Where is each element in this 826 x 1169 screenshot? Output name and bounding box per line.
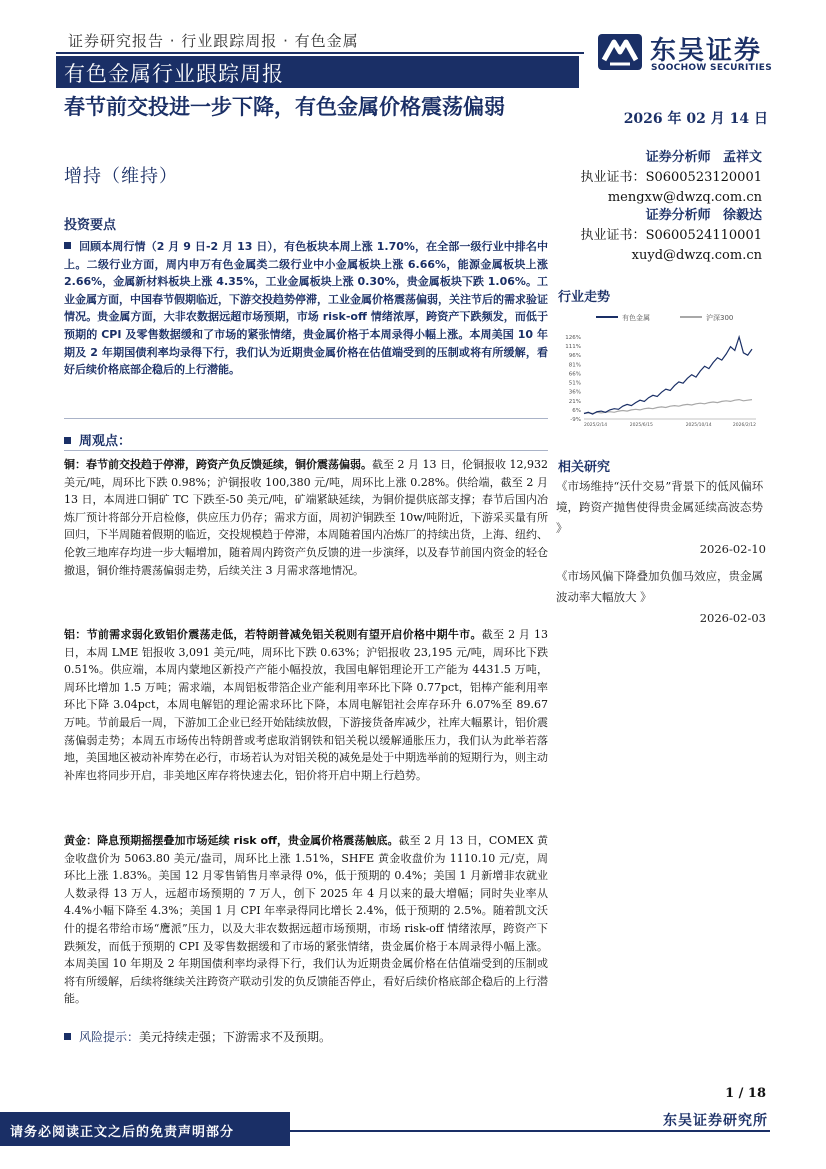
divider [64, 450, 548, 451]
analyst-role: 证券分析师 [645, 208, 711, 223]
cert-label: 执业证书： [580, 170, 646, 185]
analyst-block-1 [560, 148, 762, 208]
related-item-title[interactable]: 《市场风偏下降叠加负伽马效应，贵金属波动率大幅放大 》 [556, 569, 763, 604]
x-tick-label: 2025/10/14 [685, 423, 712, 427]
y-tick-label: 66% [568, 371, 581, 378]
summary-title: 投资要点 [64, 218, 117, 233]
copper-body: 截至 2 月 13 日，伦铜报收 12,932 美元/吨，周环比下跌 0.98%；沪铜报收 100,380 元/吨，周环比上涨 0.28%。供给端，截至 2 月 13 日，本周进口铜矿 TC 下跌至-50 美元/吨，矿端紧缺延续，为铜价提供底部支撑；春节后国内冶炼厂预计将部分开启检修，供应压力仍存；需求方面，周初沪铜跌至 10w/吨附近，下游采买量有所回归，下半周随着假期的临近，交投规模趋于停滞，本周随着国内冶炼厂的持续出货，上海、纽约、伦敦三地库存均进一步大幅增加，随着周内跨资产负反馈的进一步演绎，以及春节前国内资金的轻仓撤退，铜价维持震荡偏弱走势，后续关注 3 月需求落地情况。 [64, 458, 549, 577]
industry-trend-chart [556, 307, 762, 427]
weekly-view-title-text: 周观点： [79, 434, 132, 449]
page-number: 1 / 18 [725, 1086, 766, 1101]
trend-chart-svg [556, 307, 762, 427]
divider [64, 418, 548, 419]
cert-number: S0600523120001 [645, 170, 762, 185]
risk-note [64, 1028, 331, 1045]
risk-label: 风险提示： [79, 1030, 140, 1044]
bullet-square-icon [64, 1033, 71, 1040]
bullet-square-icon [64, 437, 71, 444]
industry-trend-title: 行业走势 [558, 290, 611, 305]
analyst-email[interactable]: xuyd@dwzq.com.cn [631, 248, 762, 263]
rating: 增持（维持） [64, 166, 178, 187]
related-item-title[interactable]: 《市场维持“沃什交易”背景下的低风偏环境，跨资产抛售使得贵金属延续高波态势 》 [556, 479, 764, 535]
aluminum-paragraph [64, 626, 548, 784]
brand-english-name: SOOCHOW SECURITIES [651, 63, 772, 73]
y-tick-label: 126% [565, 335, 581, 341]
y-tick-label: 96% [568, 353, 581, 360]
gold-body: 截至 2 月 13 日，COMEX 黄金收盘价为 5063.80 美元/盎司，周环比上涨 1.51%，SHFE 黄金收盘价为 1110.10 元/克，周环比上涨 1.83%。美国 12 月零售销售月率录得 0%，低于预期的 0.4%；美国 1 月新增非农就业人数录得 13 万人，远超市场预期的 7 万人，创下 2025 年 4 月以来的最大增幅；同时失业率从 4.4%小幅下降至 4.3%；美国 1 月 CPI 年率录得同比增长 2.4%，低于预期的 2.5%。随着凯文沃什的提名带给市场“鹰派”压力，以及大非农数据远超市场预期，市场 risk-off 情绪浓厚，跨资产下跌频发，而低于预期的 CPI 及零售数据缓和了市场的紧张情绪，贵金属价格于本周录得小幅上涨。本周美国 10 年期及 2 年期国债利率均录得下行，我们认为近期贵金属价格在估值端受到的压制或将有所缓解，后续将继续关注跨资产联动引发的负反馈能否停止，看好后续价格底部企稳后的上行潜能。 [64, 834, 548, 1006]
analyst-email[interactable]: mengxw@dwzq.com.cn [607, 190, 762, 205]
summary-paragraph [64, 238, 548, 379]
gold-paragraph [64, 832, 548, 1008]
legend-label: 沪深300 [706, 314, 734, 322]
aluminum-body: 截至 2 月 13 日，本周 LME 铝报收 3,091 美元/吨，周环比下跌 0.63%；沪铝报收 23,195 元/吨，周环比下跌 0.51%。供应端，本周内蒙地区新投产产能小幅投放，我国电解铝理论开工产能为 4431.5 万吨，周环比增加 1.5 万吨；需求端，本周铝板带箔企业产能利用率环比下降 0.77pct，铝棒产能利用率环比下降 3.04pct，本周电解铝的理论需求环比下降，本周电解铝社会库存环升 6.07%至 89.67 万吨。节前最后一周，下游加工企业已经开始陆续放假，下游接货备库减少，社库大幅累计，铝价震荡偏弱走势；本周五市场传出特朗普或考虑取消钢铁和铝关税以缓解通胀压力，我们认为此举若落地，美国地区被动补库势在必行，市场若认为对铝关税的减免是处于中期选举前的短期行为，则主动补库也将同步开启，非美地区库存将快速去化，铝价将开启中期上行趋势。 [64, 628, 548, 782]
footer-rule [290, 1130, 770, 1132]
disclaimer-banner[interactable]: 请务必阅读正文之后的免责声明部分 [0, 1112, 290, 1146]
series-line [584, 400, 752, 414]
copper-paragraph [64, 456, 548, 579]
related-item-date: 2026-02-03 [699, 611, 766, 625]
brand-name: 东吴证券 [650, 36, 763, 66]
related-research-title: 相关研究 [558, 460, 611, 475]
y-tick-label: -9% [570, 417, 581, 423]
report-title: 春节前交投进一步下降，有色金属价格震荡偏弱 [64, 95, 505, 119]
cert-number: S0600524110001 [645, 228, 762, 243]
aluminum-headline: 铝：节前需求弱化致铝价震荡走低，若特朗普减免铝关税则有望开启价格中期牛市。 [64, 628, 482, 641]
summary-text: 回顾本周行情（2 月 9 日-2 月 13 日），有色板块本周上涨 1.70%，在全部一级行业中排名中上。二级行业方面，周内申万有色金属类二级行业中小金属板块上涨 6.66%，能源金属板块上涨 2.66%，金属新材料板块上涨 4.35%，工业金属板块上涨 0.30%，贵金属板块下跌 1.06%。工业金属方面，中国春节假期临近，下游交投趋势停滞，工业金属价格震荡偏弱，关注节后的需求验证情况。贵金属方面，大非农数据远超市场预期，市场 risk-off 情绪浓厚，跨资产下跌频发，而低于预期的 CPI 及零售数据缓和了市场的紧张情绪，贵金属价格于本周录得小幅上涨。本周美国 10 年期及 2 年期国债利率均录得下行，我们认为近期贵金属价格在估值端受到的压制或将有所缓解，看好后续价格底部企稳后的上行潜能。 [64, 240, 548, 377]
x-tick-label: 2026/2/12 [732, 423, 756, 427]
bullet-square-icon [64, 242, 71, 249]
report-date: 2026 年 02 月 14 日 [623, 111, 768, 127]
related-research-list [556, 476, 766, 635]
weekly-view-title [64, 430, 131, 449]
analyst-name: 孟祥文 [722, 150, 762, 165]
report-series-band: 有色金属行业跟踪周报 [56, 56, 579, 88]
y-tick-label: 36% [568, 389, 581, 396]
x-tick-label: 2025/2/14 [584, 423, 608, 427]
copper-headline: 铜：春节前交投趋于停滞，跨资产负反馈延续，铜价震荡偏弱。 [64, 458, 373, 471]
related-item-date: 2026-02-10 [699, 542, 766, 556]
analyst-block-2 [560, 206, 762, 266]
y-tick-label: 6% [572, 407, 581, 414]
x-tick-label: 2025/6/15 [629, 423, 653, 427]
y-tick-label: 21% [568, 398, 581, 405]
risk-text: 美元持续走强；下游需求不及预期。 [139, 1030, 332, 1044]
footer-org: 东吴证券研究所 [663, 1113, 768, 1129]
y-tick-label: 111% [565, 344, 581, 351]
y-tick-label: 51% [568, 380, 581, 387]
series-line [584, 337, 752, 414]
cert-label: 执业证书： [580, 228, 646, 243]
analyst-name: 徐毅达 [722, 208, 762, 223]
report-category-label: 证券研究报告 · 行业跟踪周报 · 有色金属 [56, 26, 584, 54]
analyst-role: 证券分析师 [645, 150, 711, 165]
gold-headline: 黄金：降息预期摇摆叠加市场延续 risk off，贵金属价格震荡触底。 [64, 834, 399, 847]
soochow-logo-icon [596, 30, 644, 74]
y-tick-label: 81% [568, 362, 581, 369]
legend-label: 有色金属 [622, 314, 650, 322]
